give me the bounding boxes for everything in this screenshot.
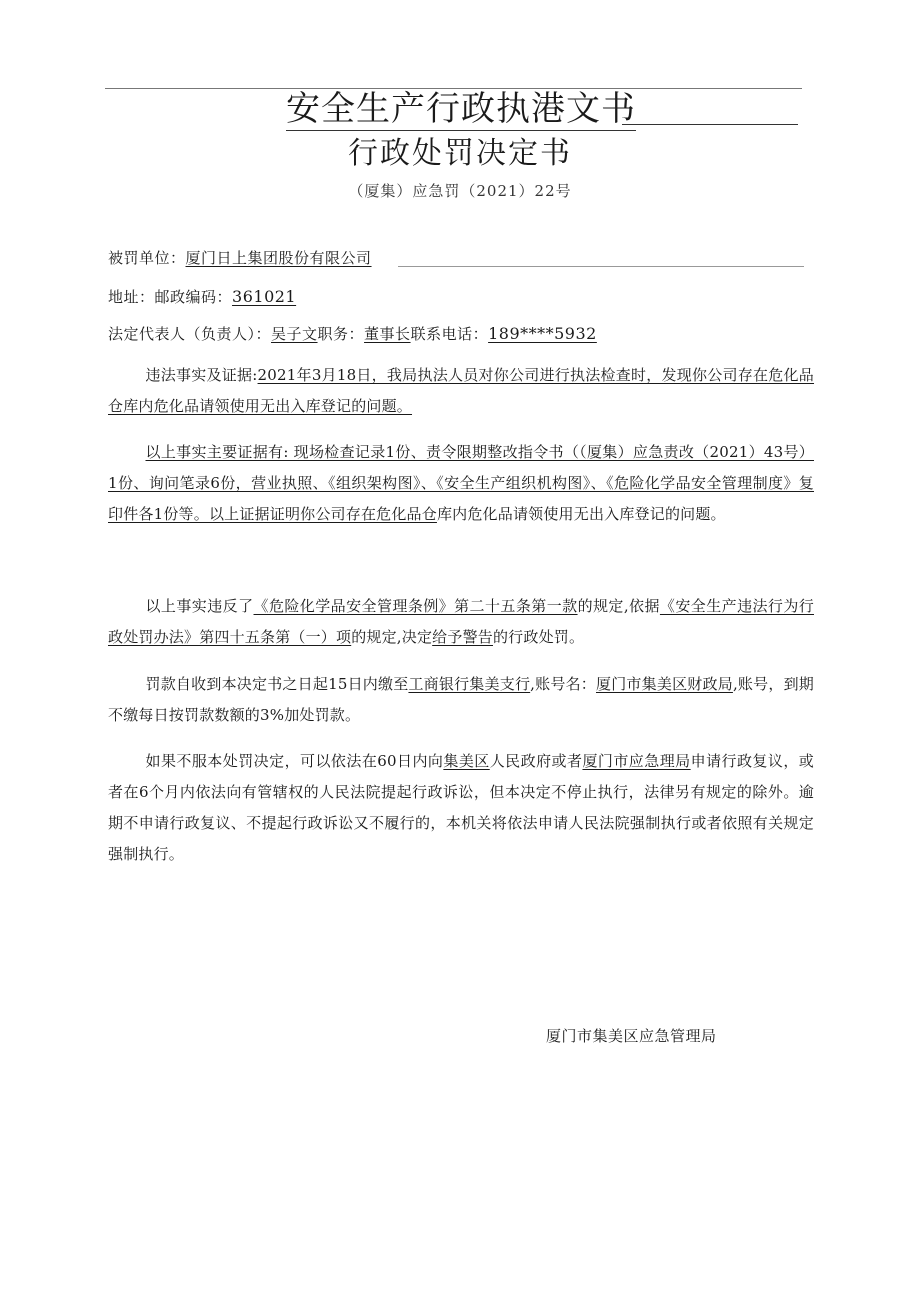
title-underline-tail: [622, 124, 798, 125]
evidence-paragraph: [108, 437, 814, 530]
appeal-text-2: 人民政府或者: [489, 752, 583, 770]
penalty-basis: 《安全生产违法行为行政处罚办法》第四十五条第（一）项: [108, 597, 814, 646]
evidence-text-tail: 库内危化品请领使用无出入库登记的问题。: [436, 505, 726, 523]
penalized-unit-value: 厦门日上集团股份有限公司: [185, 249, 372, 267]
penalty-decision: 给予警告: [432, 628, 493, 646]
position-label: 职务：: [317, 325, 365, 343]
postcode-value: 361021: [232, 287, 297, 306]
document-title: 安全生产行政执港文书: [286, 89, 636, 129]
violation-paragraph: [108, 591, 814, 653]
violation-text-1: 以上事实违反了: [145, 597, 254, 615]
payment-text-2: ,账号名：: [530, 675, 596, 693]
phone-value: 189****5932: [488, 324, 597, 343]
violated-regulation: 《危险化学品安全管理条例》第二十五条第一款: [253, 597, 578, 615]
penalized-unit-label: 被罚单位：: [108, 249, 186, 267]
payment-account-name: 厦门市集美区财政局: [596, 675, 733, 693]
position-value: 董事长: [364, 325, 411, 343]
payment-text-3: ,账号，到期不缴每日按罚款数额的3%加处罚款。: [108, 675, 814, 724]
appeal-paragraph: [108, 746, 814, 870]
postcode-label: 邮政编码：: [154, 288, 233, 306]
payment-paragraph: [108, 669, 814, 731]
penalized-unit-row: [108, 247, 372, 269]
payment-bank: 工商银行集美支行: [408, 675, 531, 693]
violation-text-4: 的行政处罚。: [492, 628, 585, 646]
address-row: [108, 286, 296, 308]
phone-label: 联系电话：: [410, 325, 489, 343]
violation-text-3: 的规定,决定: [351, 628, 433, 646]
representative-row: [108, 323, 597, 345]
appeal-text-1: 如果不服本处罚决定，可以依法在60日内向: [145, 752, 444, 770]
address-label: 地址：: [108, 288, 155, 306]
document-subtitle: 行政处罚决定书: [348, 136, 572, 171]
penalized-unit-fill-line: [398, 266, 804, 267]
representative-label: 法定代表人（负责人）：: [108, 325, 272, 343]
document-number: （厦集）应急罚（2021）22号: [348, 182, 572, 200]
facts-text: 2021年3月18日，我局执法人员对你公司进行执法检查时，发现你公司存在危化品仓库内危化品请领使用无出入库登记的问题。: [108, 366, 815, 415]
representative-value: 吴子文: [271, 325, 318, 343]
facts-label: 违法事实及证据:: [145, 366, 258, 384]
appeal-text-3: 申请行政复议，或者在6个月内依法向有管辖权的人民法院提起行政诉讼，但本决定不停止执行，法律另有规定的除外。逾期不申请行政复议、不提起行政诉讼又不履行的，本机关将依法申请人民法院强制执行或者依照有关规定强制执行。: [108, 752, 814, 863]
title-row: [0, 86, 920, 132]
payment-text-1: 罚款自收到本决定书之日起15日内缴至: [145, 675, 409, 693]
appeal-government: 集美区: [443, 752, 490, 770]
issuing-authority: 厦门市集美区应急管理局: [546, 1027, 717, 1045]
violation-text-2: 的规定,依据: [577, 597, 660, 615]
evidence-text: 以上事实主要证据有: 现场检查记录1份、责令限期整改指令书（（厦集）应急责改（2021）43号）1份、询问笔录6份，营业执照、《组织架构图》、《安全生产组织机构图》、《危险化学品安全管理制度》复印件各1份等。以上证据证明你公司存在危化品仓: [108, 443, 814, 523]
appeal-bureau: 厦门市应急理局: [582, 752, 691, 770]
facts-paragraph: [108, 360, 814, 422]
